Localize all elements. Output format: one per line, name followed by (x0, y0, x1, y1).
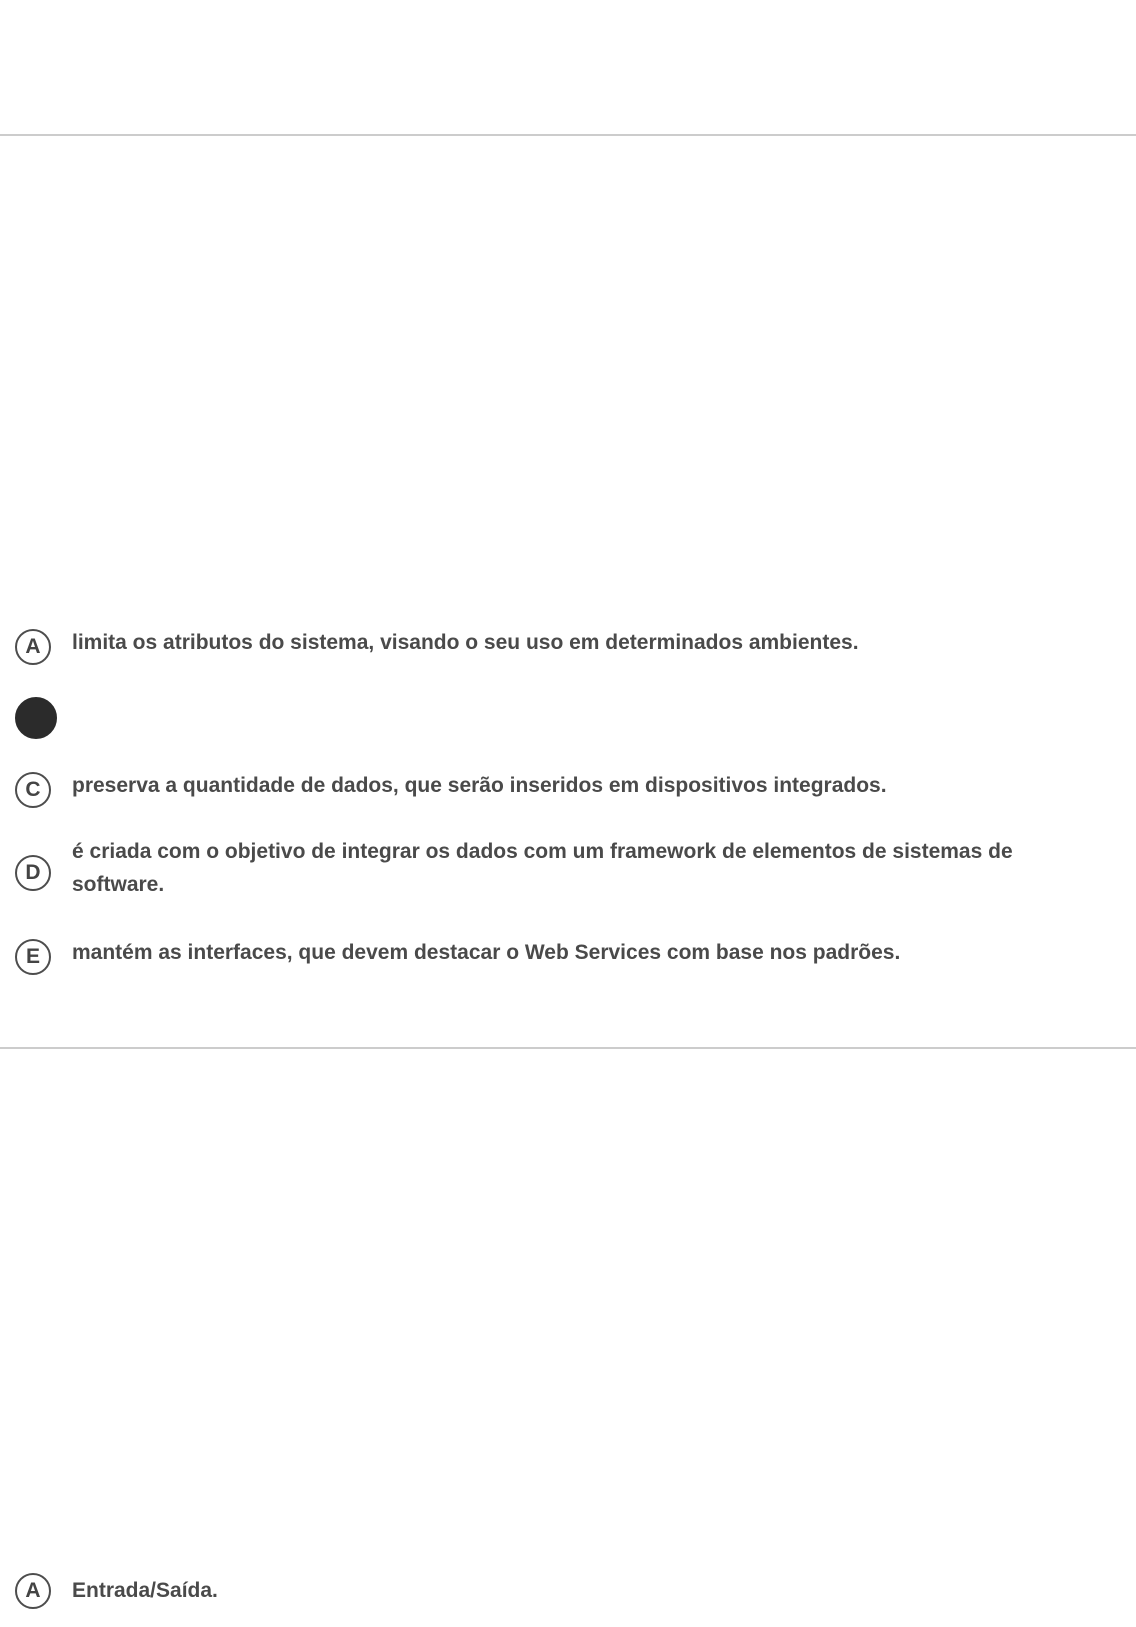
option-c-text: preserva a quantidade de dados, que serão inseridos em dispositivos integrados. (72, 774, 887, 797)
option-a-q2-badge[interactable]: A (15, 1573, 51, 1609)
top-divider (0, 134, 1136, 136)
option-e-text: mantém as interfaces, que devem destacar o Web Services com base nos padrões. (72, 941, 901, 964)
option-a-text: limita os atributos do sistema, visando o seu uso em determinados ambientes. (72, 631, 859, 654)
option-d-text: é criada com o objetivo de integrar os dados com um framework de elementos de sistemas de software. (72, 840, 1013, 896)
option-c-badge[interactable]: C (15, 772, 51, 808)
middle-divider (0, 1047, 1136, 1049)
option-d-badge[interactable]: D (15, 855, 51, 891)
option-a-q2-text: Entrada/Saída. (72, 1579, 218, 1602)
option-e-badge[interactable]: E (15, 939, 51, 975)
option-b-selected-badge[interactable] (15, 697, 57, 739)
option-a-badge[interactable]: A (15, 629, 51, 665)
